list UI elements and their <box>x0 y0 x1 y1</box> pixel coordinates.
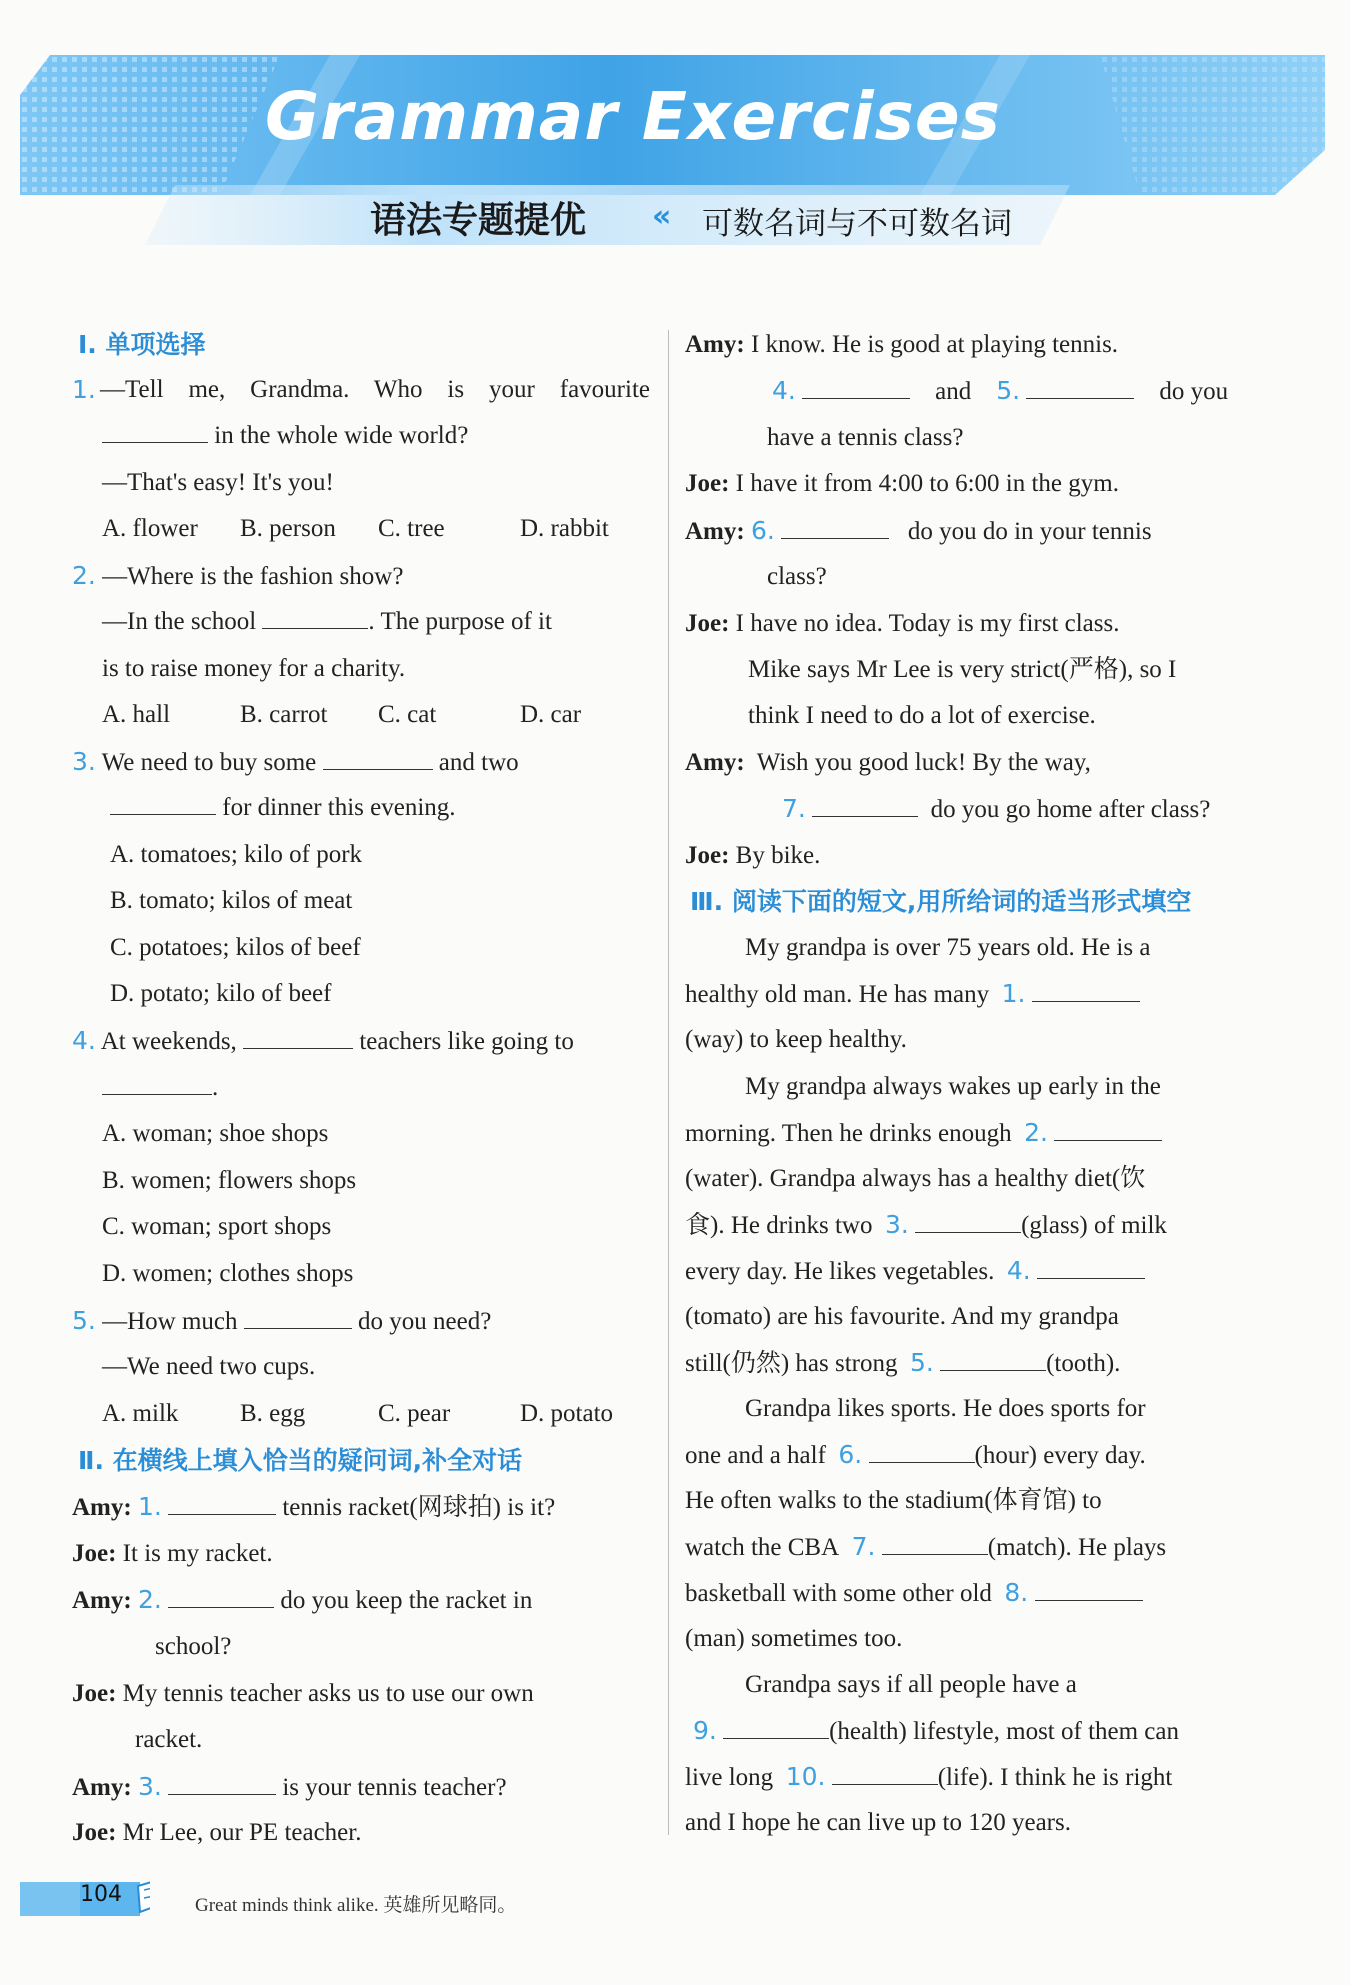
q1-line1: 1. —Tell me, Grandma. Who is your favourite <box>72 375 650 404</box>
dialogue-line-cont: class? <box>767 563 827 590</box>
passage-line: He often walks to the stadium(体育馆) to <box>685 1487 1102 1514</box>
passage-line: every day. He likes vegetables. 4. <box>685 1254 1145 1289</box>
dialogue-line-cont: think I need to do a lot of exercise. <box>748 702 1096 729</box>
subtitle-cn: 语法专题提优 <box>370 200 587 241</box>
section-3-heading: Ⅲ. 阅读下面的短文,用所给词的适当形式填空 <box>690 887 1192 916</box>
answer-blank[interactable] <box>244 1306 352 1329</box>
dialogue-line-cont: 7. do you go home after class? <box>782 794 1211 823</box>
q3-option-d[interactable]: D. potato; kilo of beef <box>110 980 332 1007</box>
answer-blank[interactable] <box>1026 376 1134 399</box>
q5-option-c[interactable]: C. pear <box>378 1400 451 1427</box>
q4-option-d[interactable]: D. women; clothes shops <box>102 1260 354 1287</box>
page-number: 104 <box>80 1882 122 1907</box>
dialogue-line: Amy: Wish you good luck! By the way, <box>685 749 1091 776</box>
answer-blank[interactable] <box>1037 1256 1145 1279</box>
answer-blank[interactable] <box>168 1772 276 1795</box>
answer-blank[interactable] <box>882 1532 988 1555</box>
passage-line: watch the CBA 7. (match). He plays <box>685 1532 1167 1561</box>
dialogue-line: Amy: 1. tennis racket(网球拍) is it? <box>72 1492 556 1521</box>
answer-blank[interactable] <box>781 516 889 539</box>
q3-option-b[interactable]: B. tomato; kilos of meat <box>110 887 353 914</box>
q4-option-c[interactable]: C. woman; sport shops <box>102 1213 332 1240</box>
q2-option-a[interactable]: A. hall <box>102 701 171 728</box>
dialogue-line: 4. and 5. do you <box>772 376 1229 405</box>
passage-line: still(仍然) has strong 5. (tooth). <box>685 1348 1121 1377</box>
passage-line: 食). He drinks two 3. (glass) of milk <box>685 1210 1167 1239</box>
q2-option-d[interactable]: D. car <box>520 701 582 728</box>
q5-option-b[interactable]: B. egg <box>240 1400 306 1427</box>
q4-line1: 4. At weekends, teachers like going to <box>72 1026 574 1055</box>
passage-line: (man) sometimes too. <box>685 1625 903 1652</box>
passage-line: morning. Then he drinks enough 2. <box>685 1116 1162 1151</box>
passage-line: one and a half 6. (hour) every day. <box>685 1440 1146 1469</box>
answer-blank[interactable] <box>323 747 433 770</box>
q1-option-c[interactable]: C. tree <box>378 515 445 542</box>
dialogue-line-cont: Mike says Mr Lee is very strict(严格), so I <box>748 656 1177 683</box>
q1-line3: —That's easy! It's you! <box>102 469 334 496</box>
answer-blank[interactable] <box>102 420 208 443</box>
q2-option-b[interactable]: B. carrot <box>240 701 328 728</box>
dialogue-line: Joe: My tennis teacher asks us to use our own <box>72 1680 534 1707</box>
column-divider <box>668 330 669 1835</box>
dialogue-line: Joe: Mr Lee, our PE teacher. <box>72 1819 362 1846</box>
q5-line2: —We need two cups. <box>102 1353 316 1380</box>
q3-option-a[interactable]: A. tomatoes; kilo of pork <box>110 841 363 868</box>
answer-blank[interactable] <box>915 1210 1021 1233</box>
q3-line2: for dinner this evening. <box>110 791 456 825</box>
dialogue-line-cont: racket. <box>135 1726 203 1753</box>
answer-blank[interactable] <box>832 1762 938 1785</box>
q4-option-a[interactable]: A. woman; shoe shops <box>102 1120 329 1147</box>
q1-line2: in the whole wide world? <box>102 419 468 453</box>
answer-blank[interactable] <box>869 1440 975 1463</box>
answer-blank[interactable] <box>168 1492 276 1515</box>
q2-line3: is to raise money for a charity. <box>102 655 406 682</box>
page-title: Grammar Exercises <box>265 78 1001 155</box>
q2-option-c[interactable]: C. cat <box>378 701 437 728</box>
dialogue-line-cont: have a tennis class? <box>767 424 964 451</box>
passage-line: (way) to keep healthy. <box>685 1026 907 1053</box>
answer-blank[interactable] <box>1054 1118 1162 1141</box>
answer-blank[interactable] <box>243 1026 353 1049</box>
q5-option-a[interactable]: A. milk <box>102 1400 179 1427</box>
q4-option-b[interactable]: B. women; flowers shops <box>102 1167 357 1194</box>
topic-title: 可数名词与不可数名词 <box>702 206 1012 242</box>
passage-line: My grandpa always wakes up early in the <box>745 1073 1161 1100</box>
passage-line: healthy old man. He has many 1. <box>685 977 1140 1012</box>
footer-quote: Great minds think alike. 英雄所见略同。 <box>195 1895 517 1916</box>
passage-line: basketball with some other old 8. <box>685 1576 1143 1611</box>
dialogue-line: Joe: I have no idea. Today is my first class. <box>685 610 1120 637</box>
passage-line: live long 10. (life). I think he is right <box>685 1762 1173 1791</box>
q2-line1: 2. —Where is the fashion show? <box>72 561 404 590</box>
q5-line1: 5. —How much do you need? <box>72 1306 492 1335</box>
q1-option-d[interactable]: D. rabbit <box>520 515 609 542</box>
answer-blank[interactable] <box>110 792 216 815</box>
q4-line2: . <box>102 1071 218 1105</box>
answer-blank[interactable] <box>802 376 910 399</box>
dialogue-line: Amy: 6. do you do in your tennis <box>685 516 1152 545</box>
q2-line2: —In the school . The purpose of it <box>102 608 552 635</box>
dialogue-line: Joe: By bike. <box>685 842 821 869</box>
passage-line: (tomato) are his favourite. And my grandpa <box>685 1303 1119 1330</box>
section-2-heading: Ⅱ. 在横线上填入恰当的疑问词,补全对话 <box>78 1446 523 1475</box>
dialogue-line: Joe: I have it from 4:00 to 6:00 in the gym. <box>685 470 1119 497</box>
answer-blank[interactable] <box>262 606 368 629</box>
answer-blank[interactable] <box>812 794 918 817</box>
q1-option-b[interactable]: B. person <box>240 515 336 542</box>
double-chevron-icon: « <box>652 199 672 234</box>
q1-option-a[interactable]: A. flower <box>102 515 198 542</box>
passage-line: My grandpa is over 75 years old. He is a <box>745 934 1151 961</box>
answer-blank[interactable] <box>1035 1578 1143 1601</box>
answer-blank[interactable] <box>940 1348 1046 1371</box>
passage-line: (water). Grandpa always has a healthy diet(饮 <box>685 1165 1146 1192</box>
answer-blank[interactable] <box>1032 979 1140 1002</box>
passage-line: 9. (health) lifestyle, most of them can <box>693 1716 1179 1745</box>
dialogue-line-cont: school? <box>155 1633 232 1660</box>
q5-option-d[interactable]: D. potato <box>520 1400 614 1427</box>
passage-line: Grandpa likes sports. He does sports for <box>745 1395 1146 1422</box>
q3-option-c[interactable]: C. potatoes; kilos of beef <box>110 934 361 961</box>
answer-blank[interactable] <box>168 1585 274 1608</box>
dialogue-line: Amy: 2. do you keep the racket in <box>72 1585 533 1614</box>
answer-blank[interactable] <box>723 1716 829 1739</box>
answer-blank[interactable] <box>102 1072 212 1095</box>
passage-line: and I hope he can live up to 120 years. <box>685 1809 1071 1836</box>
dialogue-line: Amy: I know. He is good at playing tennis. <box>685 331 1119 358</box>
section-1-heading: Ⅰ. 单项选择 <box>78 330 206 359</box>
dialogue-line: Amy: 3. is your tennis teacher? <box>72 1772 507 1801</box>
passage-line: Grandpa says if all people have a <box>745 1671 1077 1698</box>
q3-line1: 3. We need to buy some and two <box>72 747 519 776</box>
dialogue-line: Joe: It is my racket. <box>72 1540 273 1567</box>
